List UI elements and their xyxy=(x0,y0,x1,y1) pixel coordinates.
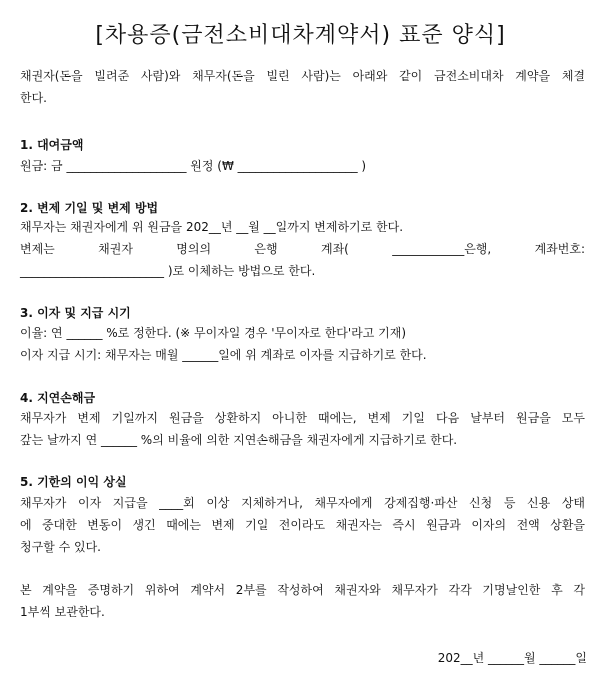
acceleration-line-2: 에 중대한 변동이 생긴 때에는 변제 기일 전이라도 채권자는 즉시 원금과 이자의 전액 상환을 xyxy=(20,518,585,532)
acceleration-line-3: 청구할 수 있다. xyxy=(20,540,101,554)
late-damages-line-1: 채무자가 변제 기일까지 원금을 상환하지 아니한 때에는, 변제 기일 다음 날부터 원금을 모두 xyxy=(20,411,585,425)
late-damages-line-2: 갚는 날까지 연 ______ %의 비율에 의한 지연손해금을 채권자에게 지급하기로 한다. xyxy=(20,433,458,447)
repayment-line-1: 채무자는 채권자에게 위 원금을 202__년 __월 __일까지 변제하기로 한다. xyxy=(20,220,404,234)
interest-line-2: 이자 지급 시기: 채무자는 매월 ______일에 위 계좌로 이자를 지급하기로 한다. xyxy=(20,348,427,362)
principal-line: 원금: 금 ____________________ 원정 (₩ ____________________ ) xyxy=(20,159,367,173)
repayment-line-3: ________________________ )로 이체하는 방법으로 한다. xyxy=(20,264,316,278)
intro-line-1: 채권자(돈을 빌려준 사람)와 채무자(돈을 빌린 사람)는 아래와 같이 금전소비대차 계약을 체결 xyxy=(20,69,585,83)
section-heading-acceleration: 5. 기한의 이익 상실 xyxy=(20,475,127,489)
closing-line-1: 본 계약을 증명하기 위하여 계약서 2부를 작성하여 채권자와 채무자가 각각 기명날인한 후 각 xyxy=(20,583,585,597)
contract-date-line: 202__년 ______월 ______일 xyxy=(437,651,587,665)
section-heading-loan-amount: 1. 대여금액 xyxy=(20,138,84,152)
section-heading-interest: 3. 이자 및 지급 시기 xyxy=(20,306,131,320)
section-heading-late-damages: 4. 지연손해금 xyxy=(20,391,96,405)
intro-line-2: 한다. xyxy=(20,91,47,105)
acceleration-line-1: 채무자가 이자 지급을 ____회 이상 지체하거나, 채무자에게 강제집행·파산 신청 등 신용 상태 xyxy=(20,496,585,510)
interest-line-1: 이율: 연 ______ %로 정한다. (※ 무이자일 경우 '무이자로 한다'라고 기재) xyxy=(20,326,407,340)
document-title: [차용증(금전소비대차계약서) 표준 양식] xyxy=(95,23,506,48)
section-heading-repayment: 2. 변제 기일 및 변제 방법 xyxy=(20,201,159,215)
repayment-line-2: 변제는 채권자 명의의 은행 계좌( ____________은행, 계좌번호: xyxy=(20,242,585,256)
closing-line-2: 1부씩 보관한다. xyxy=(20,605,105,619)
